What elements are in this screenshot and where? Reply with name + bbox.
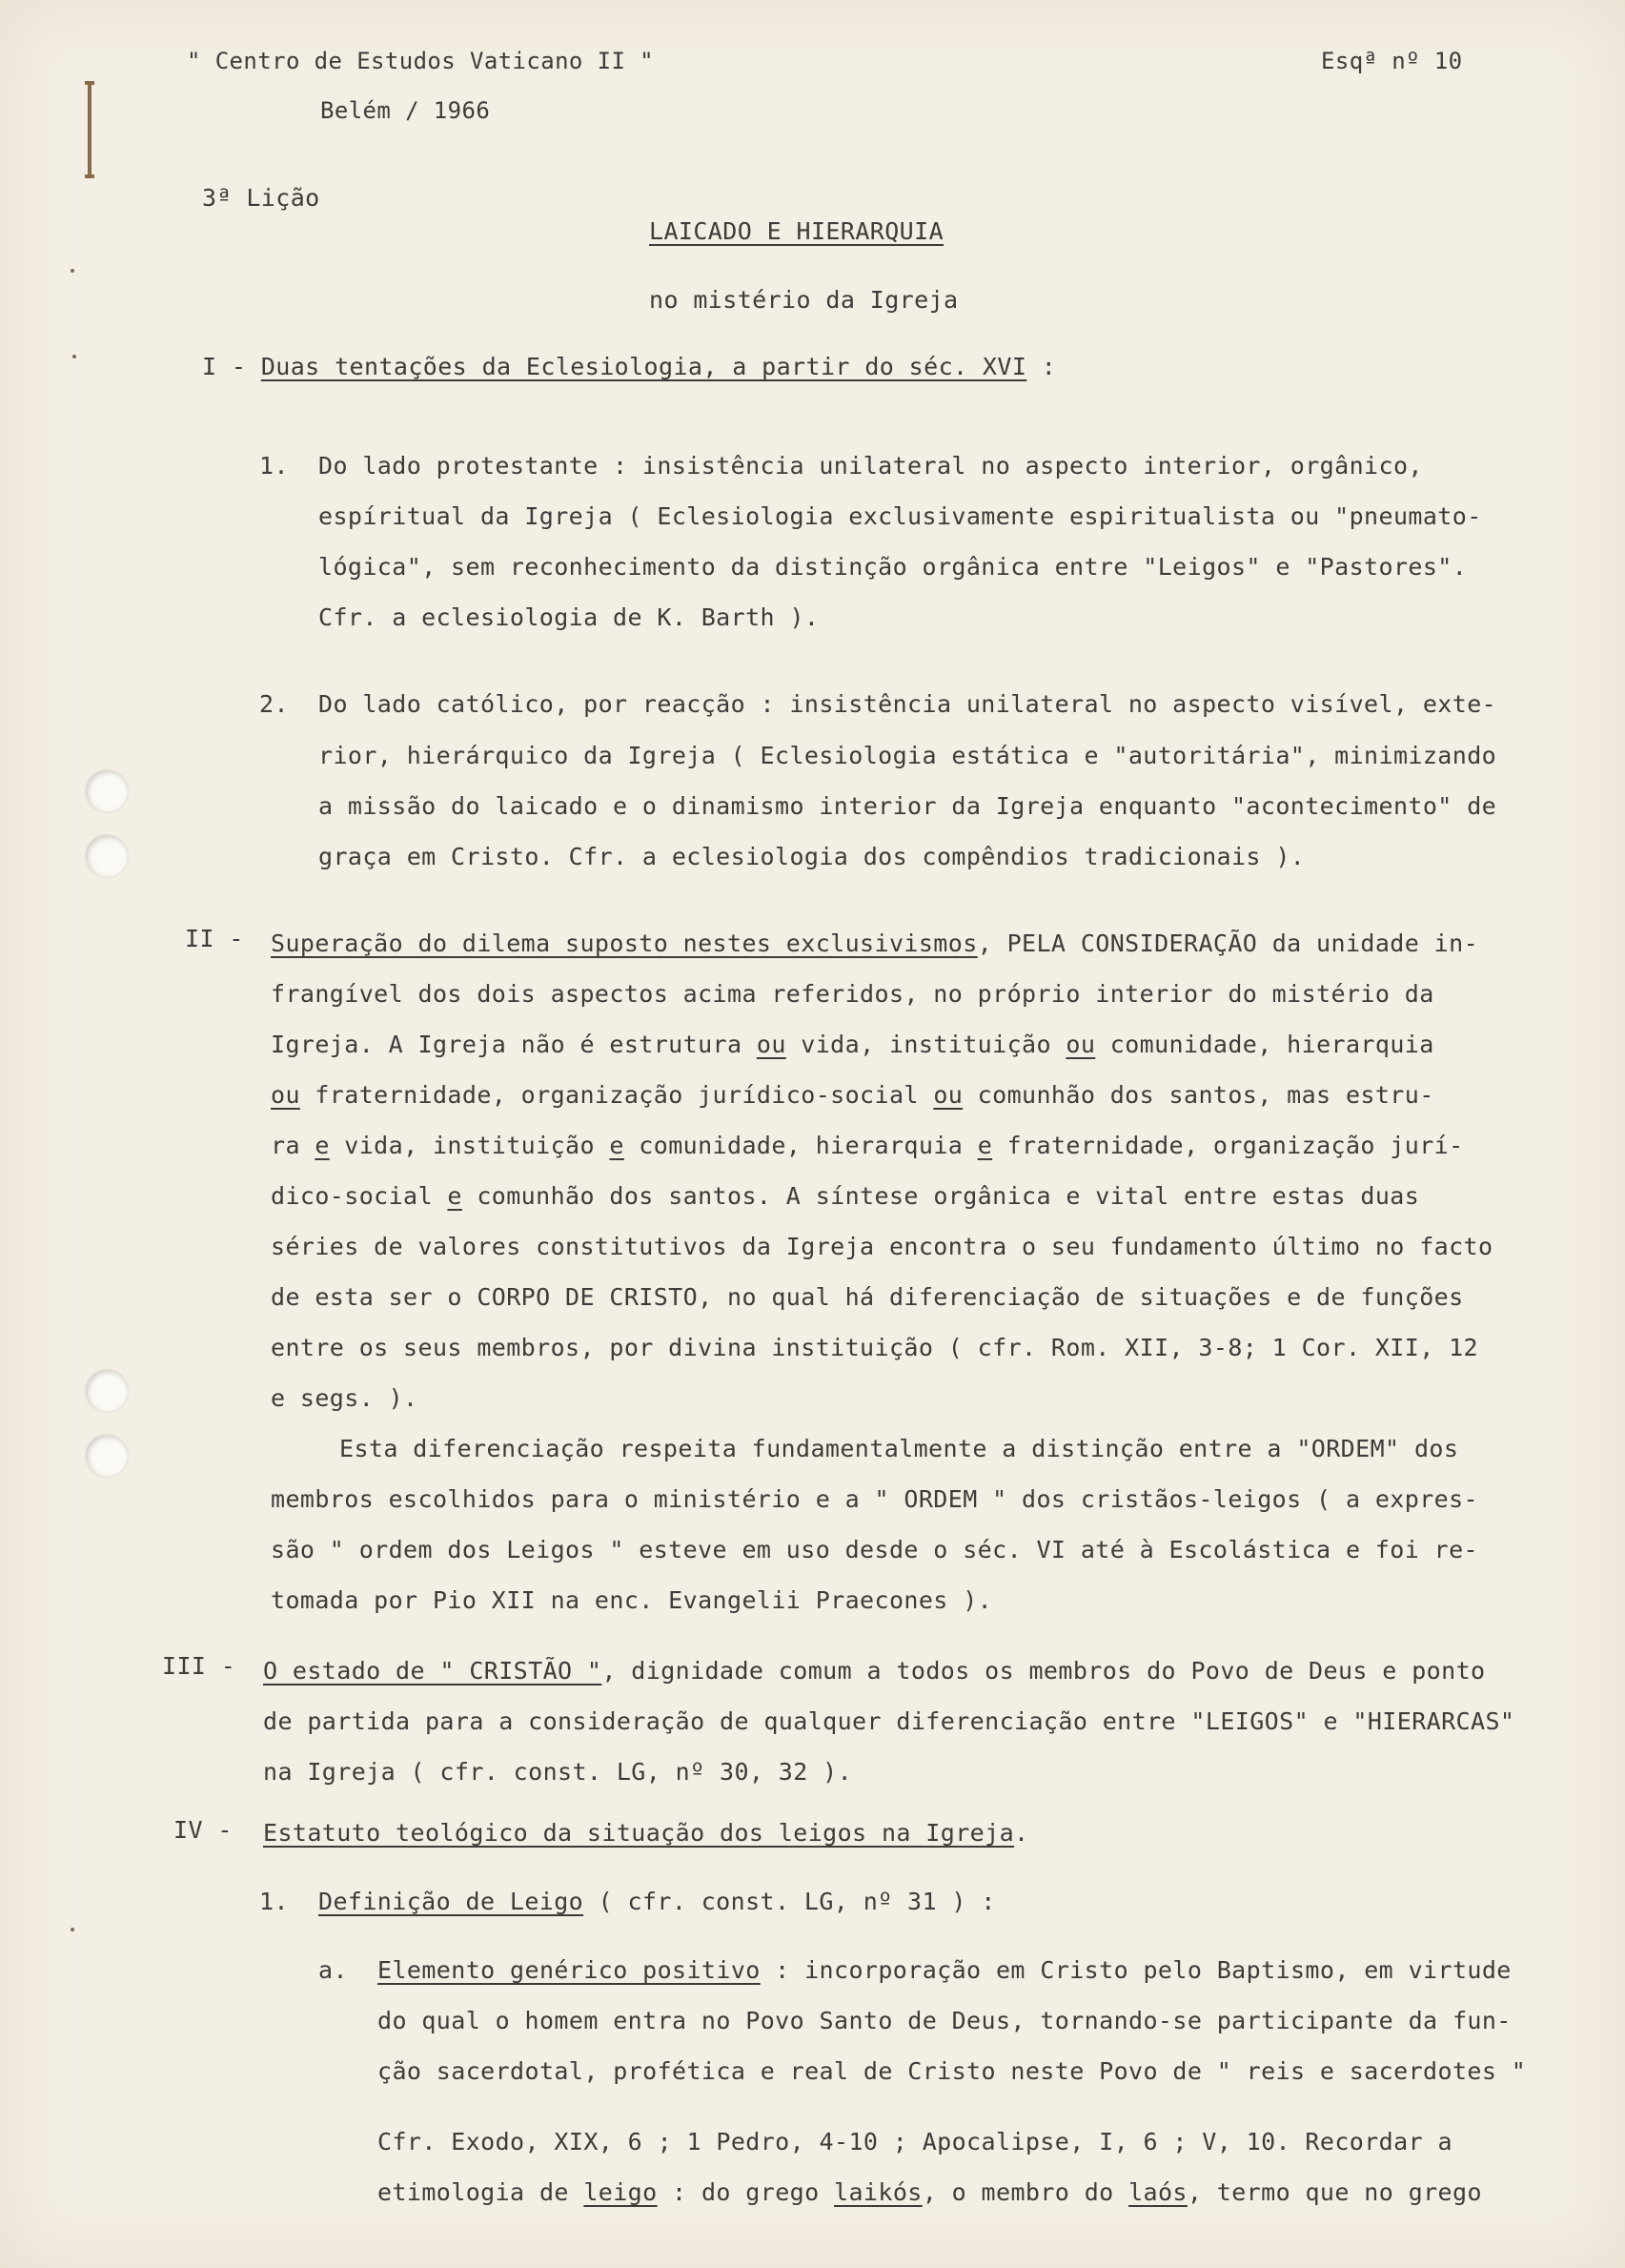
page-title: LAICADO E HIERARQUIA <box>649 217 945 245</box>
paragraph-line: dico-social e comunhão dos santos. A síntese orgânica e vital entre estas duas <box>271 1182 1420 1210</box>
header-center-name: " Centro de Estudos Vaticano II " <box>187 48 655 74</box>
paragraph-line: Superação do dilema suposto nestes exclusivismos, PELA CONSIDERAÇÃO da unidade in- <box>271 930 1479 957</box>
page-subtitle: no mistério da Igreja <box>649 286 959 314</box>
header-reference: Esqª nº 10 <box>1321 48 1463 74</box>
item-number: 1. <box>259 452 289 480</box>
paragraph-line: Elemento genérico positivo : incorporação em Cristo pelo Baptismo, em virtude <box>377 1956 1512 1984</box>
lesson-number: 3ª Lição <box>202 184 320 212</box>
item-number: 1. <box>259 1888 289 1915</box>
paragraph-line: tomada por Pio XII na enc. Evangelii Praecones ). <box>271 1586 993 1614</box>
paragraph-line: a missão do laicado e o dinamismo interior da Igreja enquanto "acontecimento" de <box>318 792 1497 820</box>
punch-hole <box>86 770 128 812</box>
paragraph-line: espíritual da Igreja ( Eclesiologia exclusivamente espiritualista ou "pneumato- <box>318 502 1482 530</box>
punch-hole <box>86 1370 128 1412</box>
paragraph-line: e segs. ). <box>271 1384 418 1412</box>
item-letter: a. <box>318 1956 348 1984</box>
paragraph-line: Esta diferenciação respeita fundamentalmente a distinção entre a "ORDEM" dos <box>339 1435 1459 1462</box>
section-heading: O estado de " CRISTÃO " <box>263 1657 602 1685</box>
paragraph-line: rior, hierárquico da Igreja ( Eclesiologia estática e "autoritária", minimizando <box>318 742 1497 769</box>
paragraph-line: graça em Cristo. Cfr. a eclesiologia dos compêndios tradicionais ). <box>318 843 1306 870</box>
paragraph-line: séries de valores constitutivos da Igreja encontra o seu fundamento último no facto <box>271 1233 1493 1260</box>
paragraph-line: Cfr. Exodo, XIX, 6 ; 1 Pedro, 4-10 ; Apocalipse, I, 6 ; V, 10. Recordar a <box>377 2128 1452 2156</box>
paragraph-line: ção sacerdotal, profética e real de Cristo neste Povo de " reis e sacerdotes " <box>377 2057 1527 2085</box>
paragraph-line: Estatuto teológico da situação dos leigos na Igreja. <box>263 1819 1029 1847</box>
section-number: I - <box>202 353 247 380</box>
paragraph-line: do qual o homem entra no Povo Santo de Deus, tornando-se participante da fun- <box>377 2007 1512 2034</box>
staple-mark <box>88 84 91 175</box>
speck <box>71 1928 74 1931</box>
punch-hole <box>86 835 128 877</box>
punch-hole <box>86 1435 128 1477</box>
section-1: I - Duas tentações da Eclesiologia, a partir do séc. XVI : <box>202 353 1057 380</box>
paragraph-line: ou fraternidade, organização jurídico-social ou comunhão dos santos, mas estru- <box>271 1081 1434 1109</box>
section-heading: Superação do dilema suposto nestes exclusivismos <box>271 930 978 957</box>
paragraph-line: de esta ser o CORPO DE CRISTO, no qual há diferenciação de situações e de funções <box>271 1283 1464 1311</box>
subsection-heading: Definição de Leigo <box>318 1888 584 1915</box>
paragraph-line: de partida para a consideração de qualquer diferenciação entre "LEIGOS" e "HIERARCAS" <box>263 1707 1515 1735</box>
section-number: IV - <box>173 1816 233 1844</box>
speck <box>71 269 74 273</box>
paragraph-line: são " ordem dos Leigos " esteve em uso desde o séc. VI até à Escolástica e foi re- <box>271 1536 1479 1563</box>
paragraph-line: entre os seus membros, por divina instituição ( cfr. Rom. XII, 3-8; 1 Cor. XII, 12 <box>271 1334 1479 1361</box>
paragraph-line: ra e vida, instituição e comunidade, hierarquia e fraternidade, organização jurí- <box>271 1132 1464 1159</box>
paragraph-line: Igreja. A Igreja não é estrutura ou vida, instituição ou comunidade, hierarquia <box>271 1031 1434 1058</box>
paragraph-line: Do lado católico, por reacção : insistência unilateral no aspecto visível, exte- <box>318 690 1497 718</box>
subsection-heading: Elemento genérico positivo <box>377 1956 761 1984</box>
paragraph-line: Cfr. a eclesiologia de K. Barth ). <box>318 603 820 631</box>
section-number: II - <box>185 925 244 952</box>
paragraph-line: Definição de Leigo ( cfr. const. LG, nº 31 ) : <box>318 1888 996 1915</box>
paragraph-line: etimologia de leigo : do grego laikós, o membro do laós, termo que no grego <box>377 2178 1482 2206</box>
section-heading: Duas tentações da Eclesiologia, a partir do séc. XVI <box>260 353 1027 380</box>
section-number: III - <box>162 1652 236 1680</box>
paragraph-line: lógica", sem reconhecimento da distinção orgânica entre "Leigos" e "Pastores". <box>318 553 1468 581</box>
section-heading: Estatuto teológico da situação dos leigos na Igreja <box>263 1819 1015 1847</box>
paragraph-line: membros escolhidos para o ministério e a " ORDEM " dos cristãos-leigos ( a expres- <box>271 1485 1479 1513</box>
paragraph-line: O estado de " CRISTÃO ", dignidade comum a todos os membros do Povo de Deus e ponto <box>263 1657 1486 1685</box>
paragraph-line: na Igreja ( cfr. const. LG, nº 30, 32 ). <box>263 1758 853 1786</box>
speck <box>72 355 76 358</box>
paragraph-line: Do lado protestante : insistência unilateral no aspecto interior, orgânico, <box>318 452 1423 480</box>
paragraph-line: frangível dos dois aspectos acima referidos, no próprio interior do mistério da <box>271 980 1434 1008</box>
item-number: 2. <box>259 690 289 718</box>
header-place-year: Belém / 1966 <box>320 97 491 124</box>
